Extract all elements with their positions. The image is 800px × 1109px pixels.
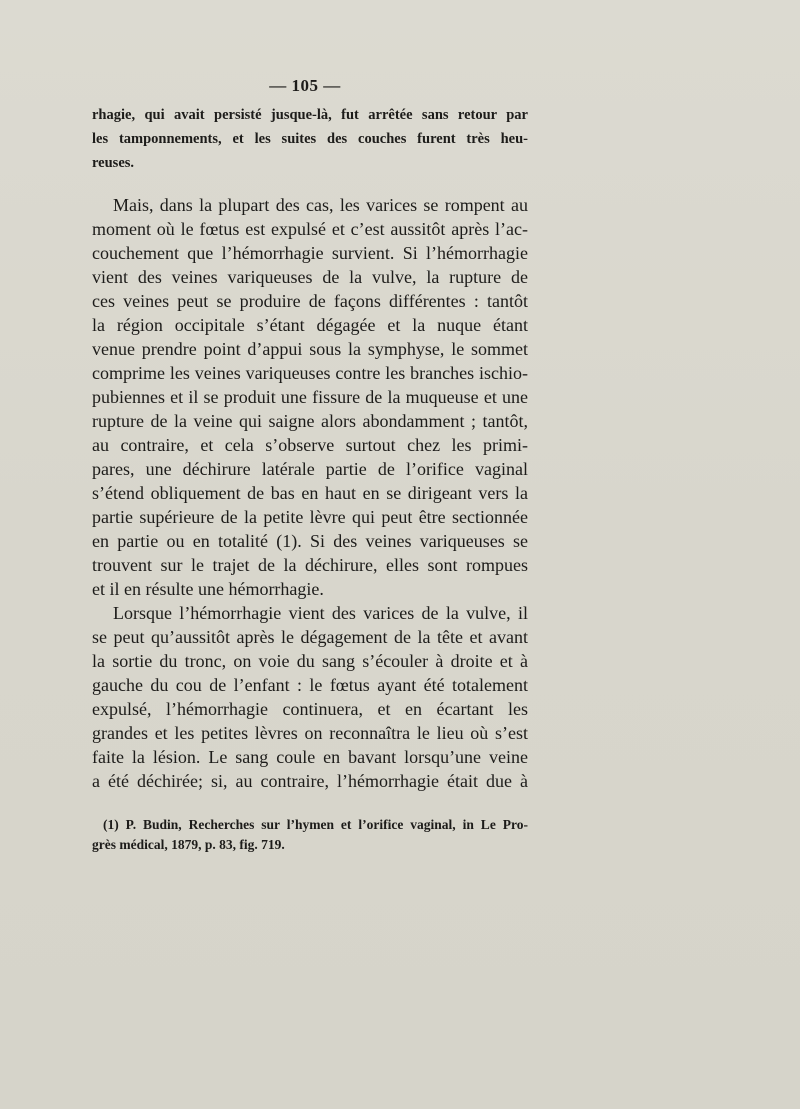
text-line: vient des veines variqueuses de la vulve, la rupture de [92,267,528,287]
text-line: en partie ou en totalité (1). Si des veines variqueuses se [92,531,528,551]
footnote-line: (1) P. Budin, Recherches sur l’hymen et l’orifice vaginal, in Le Pro- [103,817,528,832]
text-line: couchement que l’hémorrhagie survient. Si l’hémorrhagie [92,243,528,263]
text-line: venue prendre point d’appui sous la symphyse, le sommet [92,339,528,359]
text-line: gauche du cou de l’enfant : le fœtus ayant été totalement [92,675,528,695]
text-line: ces veines peut se produire de façons différentes : tantôt [92,291,528,311]
text-line: pubiennes et il se produit une fissure de la muqueuse et une [92,387,528,407]
text-line: Mais, dans la plupart des cas, les varices se rompent au [113,195,528,215]
text-line: la région occipitale s’étant dégagée et la nuque étant [92,315,528,335]
text-line: grandes et les petites lèvres on reconnaîtra le lieu où s’est [92,723,528,743]
text-line: a été déchirée; si, au contraire, l’hémorrhagie était due à [92,771,528,791]
text-line: la sortie du tronc, on voie du sang s’écouler à droite et à [92,651,528,671]
text-line: trouvent sur le trajet de la déchirure, elles sont rompues [92,555,528,575]
text-line: reuses. [92,155,135,171]
text-line: et il en résulte une hémorrhagie. [92,579,324,599]
text-line: comprime les veines variqueuses contre les branches ischio- [92,363,528,383]
text-line: partie supérieure de la petite lèvre qui peut être sectionnée [92,507,528,527]
text-line: les tamponnements, et les suites des couches furent très heu- [92,131,528,147]
text-line: rupture de la veine qui saigne alors abondamment ; tantôt, [92,411,528,431]
text-line: au contraire, et cela s’observe surtout chez les primi- [92,435,528,455]
text-line: s’étend obliquement de bas en haut en se dirigeant vers la [92,483,528,503]
text-line: expulsé, l’hémorrhagie continuera, et en écartant les [92,699,528,719]
footnote-line: grès médical, 1879, p. 83, fig. 719. [92,837,285,852]
text-line: moment où le fœtus est expulsé et c’est aussitôt après l’ac- [92,219,528,239]
text-line: rhagie, qui avait persisté jusque-là, fut arrêtée sans retour par [92,107,528,123]
text-line: se peut qu’aussitôt après le dégagement de la tête et avant [92,627,528,647]
text-line: faite la lésion. Le sang coule en bavant lorsqu’une veine [92,747,528,767]
page-number: — 105 — [269,76,341,95]
text-line: pares, une déchirure latérale partie de l’orifice vaginal [92,459,528,479]
text-line: Lorsque l’hémorrhagie vient des varices de la vulve, il [113,603,528,623]
